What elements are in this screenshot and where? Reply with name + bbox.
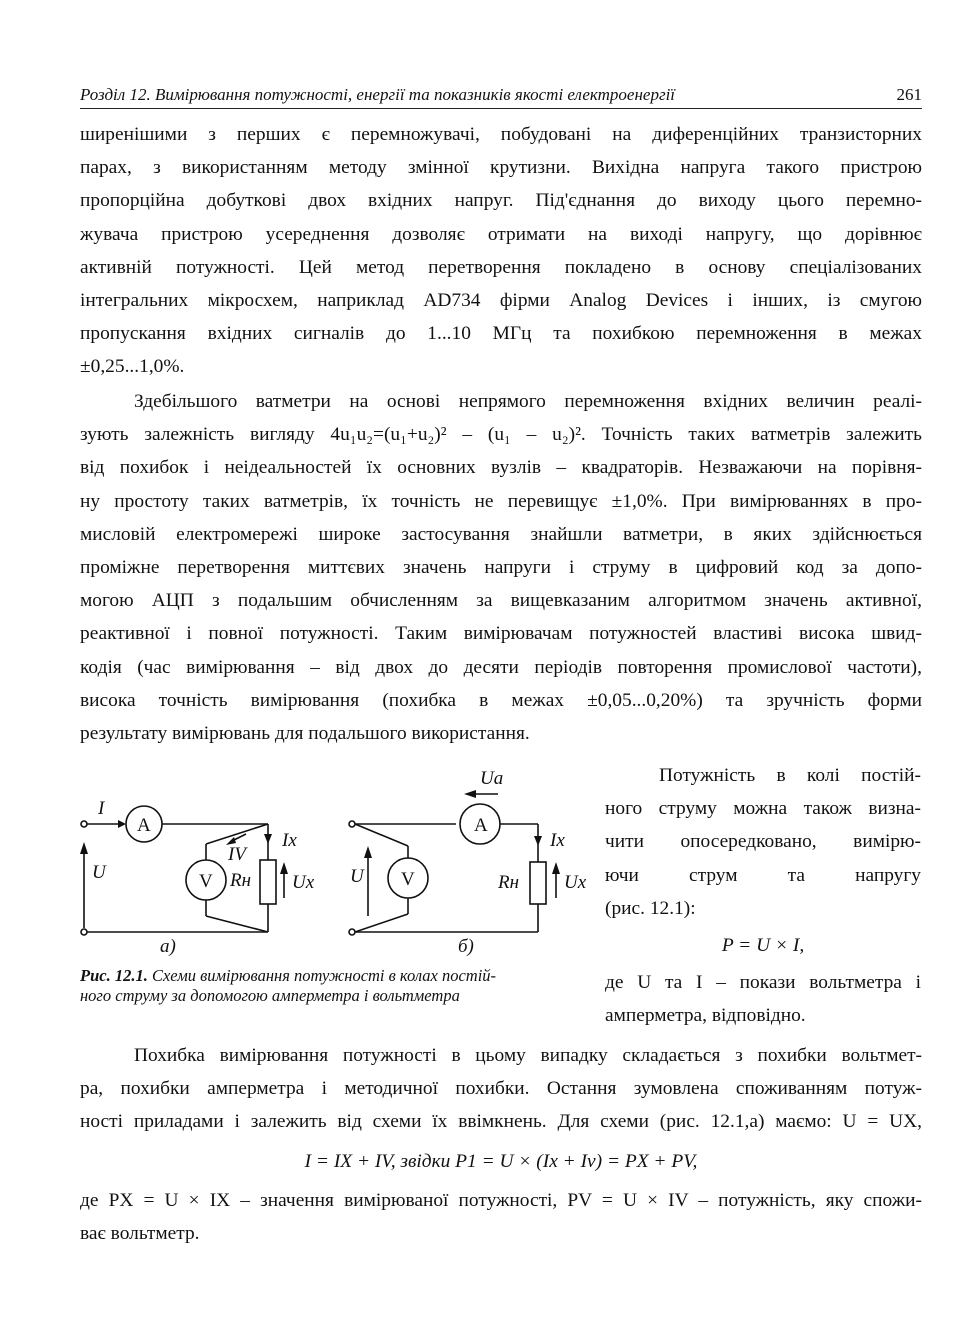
label-current: I [98, 798, 105, 819]
text-line: інтегральних мікросхем, наприклад AD734 фірми Analog Devices і інших, із смугою [80, 289, 922, 311]
running-header [80, 84, 922, 109]
page-number: 261 [896, 85, 922, 104]
paragraph-3 [605, 759, 921, 1033]
caption-text-1: Схеми вимірювання потужності в колах постій- [151, 966, 497, 985]
paragraph-1 [80, 118, 922, 384]
text-line: пропускання вхідних сигналів до 1...10 МГц та похибкою перемноження в межах [80, 323, 922, 345]
text-line: реактивної і повної потужності. Таким вимірювачам потужностей властиві висока швид- [80, 623, 922, 645]
paragraph-2 [80, 385, 922, 750]
formula-current: I = IX + IV, звідки P1 = U × (Ix + Iv) = PX + PV, [304, 1150, 698, 1172]
resistor-a [260, 860, 276, 904]
text-line: Похибка вимірювання потужності в цьому випадку складається з похибки вольтмет- [134, 1045, 922, 1066]
label-rn-b: Rн [498, 872, 520, 893]
circuit-diagrams [78, 766, 598, 966]
text-line: ючи струм та напругу [605, 864, 921, 886]
caption-text-2: ного струму за допомогою амперметра і вольтметра [80, 986, 460, 1005]
text-line: ності приладами і залежить від схеми їх ввімкнень. Для схеми (рис. 12.1,а) маємо: U = UX, [80, 1111, 922, 1133]
figure-12-1 [78, 766, 598, 996]
text-line: парах, з використанням методу змінної крутизни. Вихідна напруга такого пристрою [80, 157, 922, 179]
label-ua: Ua [480, 768, 504, 789]
subfigure-label-b: б) [458, 936, 474, 957]
text-line: результату вимірювань для подальшого використання. [80, 722, 530, 744]
text-line: пропорційна добуткові двох вхідних напруг. Під'єднання до виходу цього перемно- [80, 190, 922, 212]
text-line: чити опосередковано, вимірю- [605, 831, 921, 853]
subfigure-label-a: а) [160, 936, 176, 957]
resistor-b [530, 862, 546, 904]
text-line: де U та I – покази вольтметра і [605, 972, 921, 994]
text-line: ра, похибки амперметра і методичної похибки. Остання зумовлена споживанням потуж- [80, 1078, 922, 1100]
label-ammeter-b: A [474, 815, 488, 836]
text-line: амперметра, відповідно. [605, 1005, 806, 1027]
text-line: ного струму можна також визна- [605, 798, 921, 820]
label-voltage-b: U [350, 866, 364, 887]
label-iv: IV [228, 844, 246, 865]
label-ix-a: Ix [282, 830, 297, 851]
text-line: активній потужності. Цей метод перетворення покладено в основу спеціалізованих [80, 256, 922, 278]
label-ux-a: Ux [292, 872, 315, 893]
text-line: ±0,25...1,0%. [80, 356, 185, 378]
text-line: проміжне перетворення миттєвих значень напруги і струму в цифровий код за допо- [80, 556, 922, 578]
paragraph-4 [80, 1039, 922, 1250]
formula-power: P = U × I, [721, 934, 805, 956]
text-line: Здебільшого ватметри на основі непрямого перемноження вхідних величин реалі- [134, 391, 922, 412]
text-line: зують залежність вигляду 4u₁u₂=(u₁+u₂)² – (u₁ – u₂)². Точність таких ватметрів залежить [80, 424, 922, 446]
figure-caption [80, 966, 592, 1006]
label-ix-b: Ix [550, 830, 565, 851]
text-line: де PX = U × IX – значення вимірюваної потужності, PV = U × IV – потужність, яку спожи- [80, 1189, 922, 1211]
label-voltmeter-b: V [401, 869, 415, 890]
text-line: (рис. 12.1): [605, 897, 696, 919]
text-line: ну простоту таких ватметрів, їх точність не перевищує ±1,0%. При вимірюваннях в про- [80, 490, 922, 512]
text-line: могою АЦП з подальшим обчисленням за вищевказаним алгоритмом значень активної, [80, 590, 922, 612]
text-line: мисловій електромережі широке застосування знайшли ватметри, в яких здійснюється [80, 523, 922, 545]
text-line: ширенішими з перших є перемножувачі, побудовані на диференційних транзисторних [80, 124, 922, 145]
label-rn-a: Rн [230, 870, 252, 891]
label-voltage-a: U [92, 862, 106, 883]
caption-label: Рис. 12.1. [80, 966, 148, 985]
label-ux-b: Ux [564, 872, 587, 893]
label-voltmeter-a: V [199, 871, 213, 892]
text-line: жувача пристрою усереднення дозволяє отримати на виході напругу, що дорівнює [80, 223, 922, 245]
text-line: від похибок і неідеальностей їх основних вузлів – квадраторів. Незважаючи на порівня- [80, 457, 922, 479]
text-line: висока точність вимірювання (похибка в межах ±0,05...0,20%) та зручність форми [80, 689, 922, 711]
text-line: Потужність в колі постій- [659, 765, 921, 786]
text-line: ває вольтметр. [80, 1222, 200, 1244]
label-ammeter-a: A [137, 815, 151, 836]
text-line: кодія (час вимірювання – від двох до десяти періодів повторення промислової частоти), [80, 656, 922, 678]
header-title: Розділ 12. Вимірювання потужності, енергії та показників якості електроенергії [80, 85, 676, 104]
